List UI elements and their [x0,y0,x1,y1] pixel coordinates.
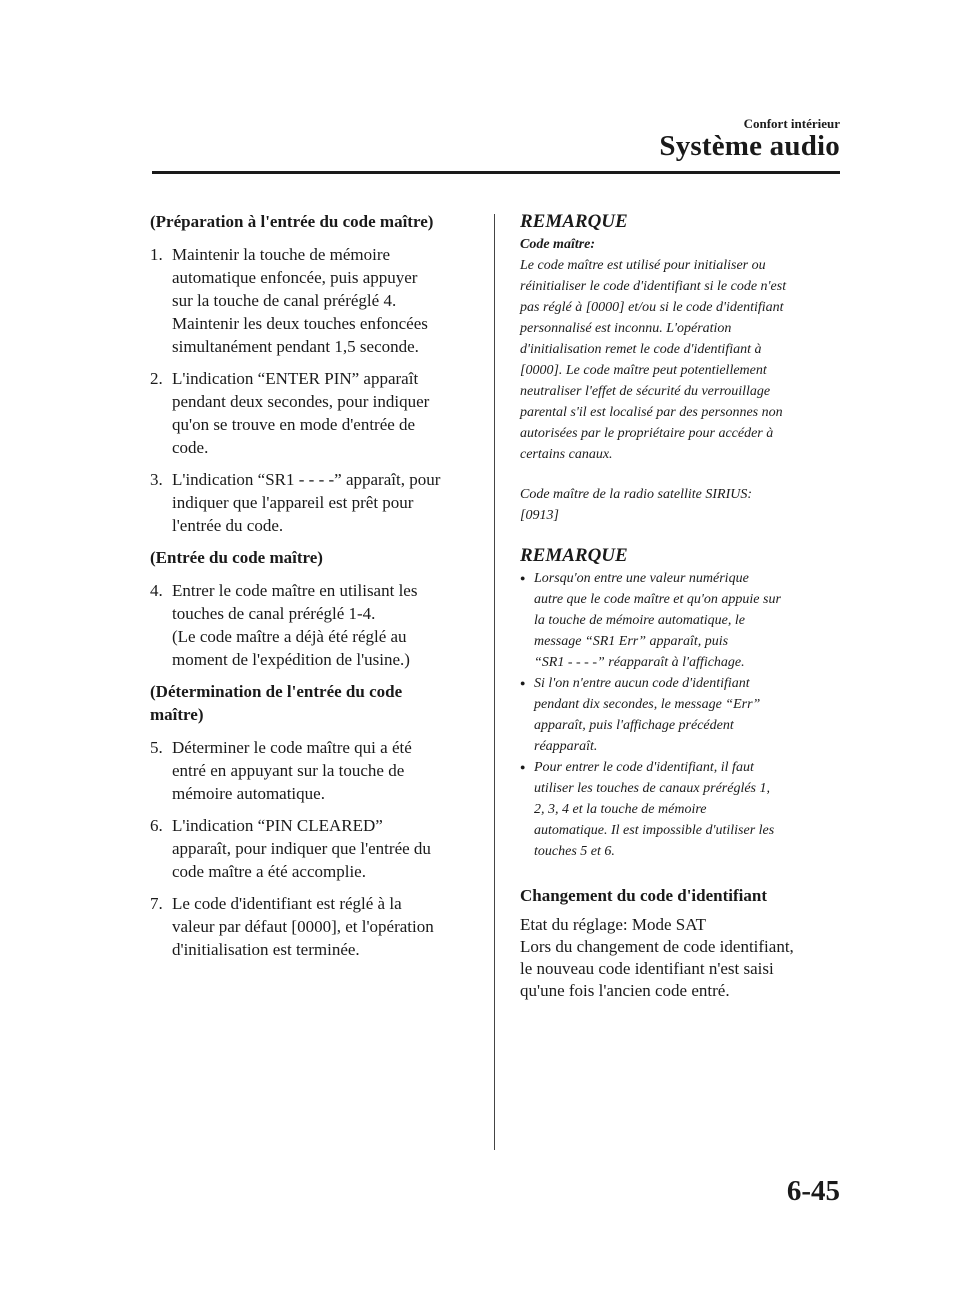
step-number: 5. [150,738,163,757]
step-item [150,892,475,961]
bullet-line: automatique. Il est impossible d'utiliser les [534,823,775,838]
step-text [172,736,475,805]
text-line: neutraliser l'effet de sécurité du verrouillage [520,384,771,399]
step-number: 6. [150,816,163,835]
bullet-text [534,757,850,862]
remark-sirius-code [520,484,850,526]
bullet-line: la touche de mémoire automatique, le [534,613,745,628]
step-line: d'initialisation est terminée. [172,940,360,959]
steps-determination [150,736,475,961]
remark-title: REMARQUE [520,545,628,566]
step-line: L'indication “SR1 - - - -” apparaît, pour [172,470,441,489]
text-line: Etat du réglage: Mode SAT [520,915,707,934]
step-text [172,814,475,883]
step-line: sur la touche de canal préréglé 4. [172,291,397,310]
step-line: pendant deux secondes, pour indiquer [172,392,430,411]
step-number: 3. [150,470,163,489]
text-line: qu'une fois l'ancien code entré. [520,981,730,1000]
left-column [150,210,475,970]
step-line: Le code d'identifiant est réglé à la [172,894,402,913]
step-item [150,814,475,883]
section-body [520,914,850,1002]
remark-body [520,255,850,465]
step-line: valeur par défaut [0000], et l'opération [172,917,434,936]
step-line: Entrer le code maître en utilisant les [172,581,418,600]
step-line: qu'on se trouve en mode d'entrée de [172,415,416,434]
header-section-label: Confort intérieur [743,116,840,131]
step-line: code maître a été accomplie. [172,862,366,881]
text-line: pas réglé à [0000] et/ou si le code d'identifiant [520,300,784,315]
text-line: d'initialisation remet le code d'identifiant à [520,342,762,357]
page-title: Système audio [659,130,840,162]
bullet-dot-icon: ● [520,762,526,772]
bullet-line: réapparaît. [534,739,598,754]
step-text [172,243,475,358]
text-line: autorisées par le propriétaire pour accéder à [520,426,774,441]
text-line: [0913] [520,508,559,523]
step-line: l'entrée du code. [172,516,284,535]
bullet-line: Lorsqu'on entre une valeur numérique [534,571,749,586]
text-line: [0000]. Le code maître peut potentiellement [520,363,767,378]
bullet-line: 2, 3, 4 et la touche de mémoire [534,802,707,817]
step-item [150,736,475,805]
header-rule [152,171,840,174]
step-item [150,579,475,671]
step-line: L'indication “ENTER PIN” apparaît [172,369,419,388]
heading-determination-line: (Détermination de l'entrée du code [150,682,403,701]
step-line: simultanément pendant 1,5 seconde. [172,337,419,356]
step-item [150,367,475,459]
step-number: 1. [150,245,163,264]
section-title-change-code: Changement du code d'identifiant [520,886,767,905]
remark-heading: Code maître: [520,237,596,252]
text-line: Lors du changement de code identifiant, [520,937,794,956]
step-line: indiquer que l'appareil est prêt pour [172,493,414,512]
bullet-line: “SR1 - - - -” réapparaît à l'affichage. [534,655,745,670]
step-line: (Le code maître a déjà été réglé au [172,627,407,646]
step-number: 7. [150,894,163,913]
step-line: Maintenir les deux touches enfoncées [172,314,428,333]
step-line: Déterminer le code maître qui a été [172,738,412,757]
step-item [150,468,475,537]
text-line: Code maître de la radio satellite SIRIUS: [520,487,752,502]
bullet-dot-icon: ● [520,678,526,688]
step-line: Maintenir la touche de mémoire [172,245,391,264]
bullet-text [534,673,850,757]
step-number: 4. [150,581,163,600]
heading-entry: (Entrée du code maître) [150,548,323,567]
right-column [520,210,850,1002]
step-line: automatique enfoncée, puis appuyer [172,268,418,287]
step-line: apparaît, pour indiquer que l'entrée du [172,839,431,858]
remark-bullet [520,568,850,673]
text-line: Le code maître est utilisé pour initialiser ou [520,258,766,273]
step-text [172,579,475,671]
bullet-line: Si l'on n'entre aucun code d'identifiant [534,676,750,691]
bullet-line: Pour entrer le code d'identifiant, il faut [534,760,754,775]
bullet-line: autre que le code maître et qu'on appuie sur [534,592,781,607]
step-line: code. [172,438,209,457]
step-text [172,367,475,459]
bullet-line: message “SR1 Err” apparaît, puis [534,634,729,649]
text-line: le nouveau code identifiant n'est saisi [520,959,774,978]
remark-bullet [520,757,850,862]
steps-preparation [150,243,475,537]
step-line: entré en appuyant sur la touche de [172,761,405,780]
text-line: parental s'il est localisé par des personnes non [520,405,783,420]
bullet-text [534,568,850,673]
heading-determination [150,680,475,726]
step-line: mémoire automatique. [172,784,325,803]
heading-preparation: (Préparation à l'entrée du code maître) [150,212,434,231]
bullet-line: touches 5 et 6. [534,844,615,859]
step-number: 2. [150,369,163,388]
heading-determination-line: maître) [150,705,204,724]
text-line: personnalisé est inconnu. L'opération [520,321,732,336]
step-line: moment de l'expédition de l'usine.) [172,650,410,669]
text-line: réinitialiser le code d'identifiant si le code n'est [520,279,787,294]
column-divider [494,214,495,1150]
step-line: L'indication “PIN CLEARED” [172,816,383,835]
remark-bullet-list [520,568,850,862]
bullet-dot-icon: ● [520,573,526,583]
remark-master-code [520,234,850,526]
bullet-line: utiliser les touches de canaux préréglés 1, [534,781,771,796]
steps-entry [150,579,475,671]
step-item [150,243,475,358]
step-text [172,468,475,537]
remark-title: REMARQUE [520,211,628,232]
remark-bullet [520,673,850,757]
bullet-line: apparaît, puis l'affichage précédent [534,718,734,733]
text-line: certains canaux. [520,447,613,462]
step-line: touches de canal préréglé 1-4. [172,604,376,623]
bullet-line: pendant dix secondes, le message “Err” [534,697,761,712]
page-number: 6-45 [786,1175,840,1207]
step-text [172,892,475,961]
